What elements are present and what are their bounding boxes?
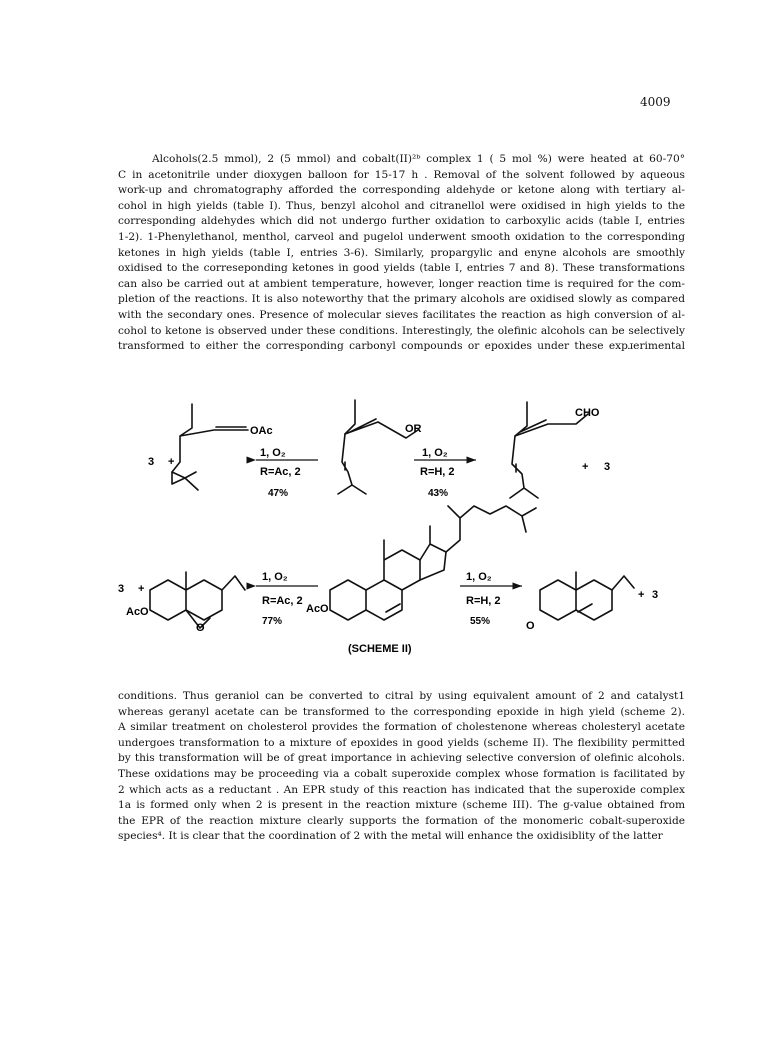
condition-label: R=Ac, 2	[260, 466, 301, 478]
text-line: corresponding aldehydes which did not undergo further oxidation to carboxylic acids (table I, entries	[118, 215, 685, 228]
reagent-label: 1, O₂	[466, 571, 492, 583]
reaction-scheme	[0, 380, 768, 670]
text-line: can also be carried out at ambient temperature, however, longer reaction time is required for the com-	[118, 277, 685, 290]
steroid-epoxide-structure	[126, 572, 245, 634]
yield-label: 47%	[268, 488, 289, 499]
text-line: transformed to either the corresponding carbonyl compounds or epoxides under these expɹerimental	[118, 340, 685, 353]
yield-label: 77%	[262, 616, 283, 627]
geraniol-structure	[338, 400, 422, 494]
ketone-o-label: O	[526, 620, 535, 632]
plus-sign: +	[638, 589, 645, 601]
text-line: oxidised to the correseponding ketones in good yields (table I, entries 7 and 8). These transformations	[118, 262, 685, 275]
text-line: pletion of the reactions. It is also noteworthy that the primary alcohols are oxidised slowly as compared	[118, 293, 685, 306]
product-label-3: 3	[652, 589, 659, 601]
condition-label: R=H, 2	[420, 466, 455, 478]
aco-label: AcO	[306, 603, 329, 615]
epoxide-structure-row1	[172, 404, 273, 490]
text-line: C in acetonitrile under dioxygen balloon for 15-17 h . Removal of the solvent followed by aqueous	[118, 168, 685, 181]
cholesterol-structure	[306, 506, 536, 620]
epoxide-o-label: O	[196, 622, 205, 634]
aco-label: AcO	[126, 606, 149, 618]
text-line: with the secondary ones. Presence of molecular sieves facilitates the reaction as high conversion of al-	[118, 308, 685, 321]
text-line: A similar treatment on cholesterol provides the formation of cholestenone whereas cholesteryl acetate	[118, 721, 685, 734]
text-line: cohol to ketone is observed under these conditions. Interestingly, the olefinic alcohols can be selectively	[118, 324, 685, 337]
text-line: Alcohols(2.5 mmol), 2 (5 mmol) and cobalt(II)²ᵇ complex 1 ( 5 mol %) were heated at 60-70°	[152, 153, 685, 165]
text-line: undergoes transformation to a mixture of epoxides in good yields (scheme II). The flexibility permitted	[118, 736, 685, 749]
text-line: whereas geranyl acetate can be transformed to the corresponding epoxide in high yield (scheme 2).	[118, 705, 685, 718]
condition-label: R=H, 2	[466, 595, 501, 607]
text-line: 2 which acts as a reductant . An EPR study of this reaction has indicated that the superoxide complex	[118, 783, 685, 796]
plus-sign: +	[138, 583, 145, 595]
text-line: by this transformation will be of great importance in achieving selective conversion of olefinic alcohols.	[118, 752, 685, 765]
text-line: ketones in high yields (table I, entries 3-6). Similarly, propargylic and enyne alcohols are smoothly	[118, 246, 685, 259]
citral-structure	[510, 402, 600, 498]
text-line: conditions. Thus geraniol can be converted to citral by using equivalent amount of 2 and catalyst1	[118, 690, 685, 702]
reagent-label: 1, O₂	[422, 447, 448, 459]
cholestenone-structure	[526, 572, 634, 632]
cho-label: CHO	[575, 407, 600, 419]
product-label-3: 3	[118, 583, 125, 595]
condition-label: R=Ac, 2	[262, 595, 303, 607]
text-line: work-up and chromatography afforded the corresponding aldehyde or ketone along with tertiary al-	[118, 184, 685, 197]
reagent-label: 1, O₂	[260, 447, 286, 459]
or-label: OR	[405, 423, 422, 435]
text-line: cohol in high yields (table I). Thus, benzyl alcohol and citranellol were oxidised in high yields to the	[118, 199, 685, 212]
text-line: 1-2). 1-Phenylethanol, menthol, carveol and pugelol underwent smooth oxidation to the corresponding	[118, 230, 685, 243]
scheme-caption: (SCHEME II)	[348, 643, 412, 655]
plus-sign: +	[582, 461, 589, 473]
oac-label: OAc	[250, 425, 273, 437]
text-line: 1a is formed only when 2 is present in the reaction mixture (scheme III). The g-value obtained from	[118, 799, 685, 812]
yield-label: 55%	[470, 616, 491, 627]
page-number: 4009	[640, 95, 671, 109]
text-line: the EPR of the reaction mixture clearly supports the formation of the monomeric cobalt-superoxide	[118, 814, 685, 827]
product-label-3: 3	[604, 461, 611, 473]
text-line: These oxidations may be proceeding via a cobalt superoxide complex whose formation is facilitated by	[118, 767, 685, 780]
paragraph-2	[118, 689, 685, 845]
paragraph-1	[118, 152, 685, 355]
yield-label: 43%	[428, 488, 449, 499]
text-line: species⁴. It is clear that the coordination of 2 with the metal will enhance the oxidisiblity of the latter	[118, 830, 663, 843]
product-label-3: 3	[148, 456, 155, 468]
reagent-label: 1, O₂	[262, 571, 288, 583]
plus-sign: +	[168, 456, 175, 468]
